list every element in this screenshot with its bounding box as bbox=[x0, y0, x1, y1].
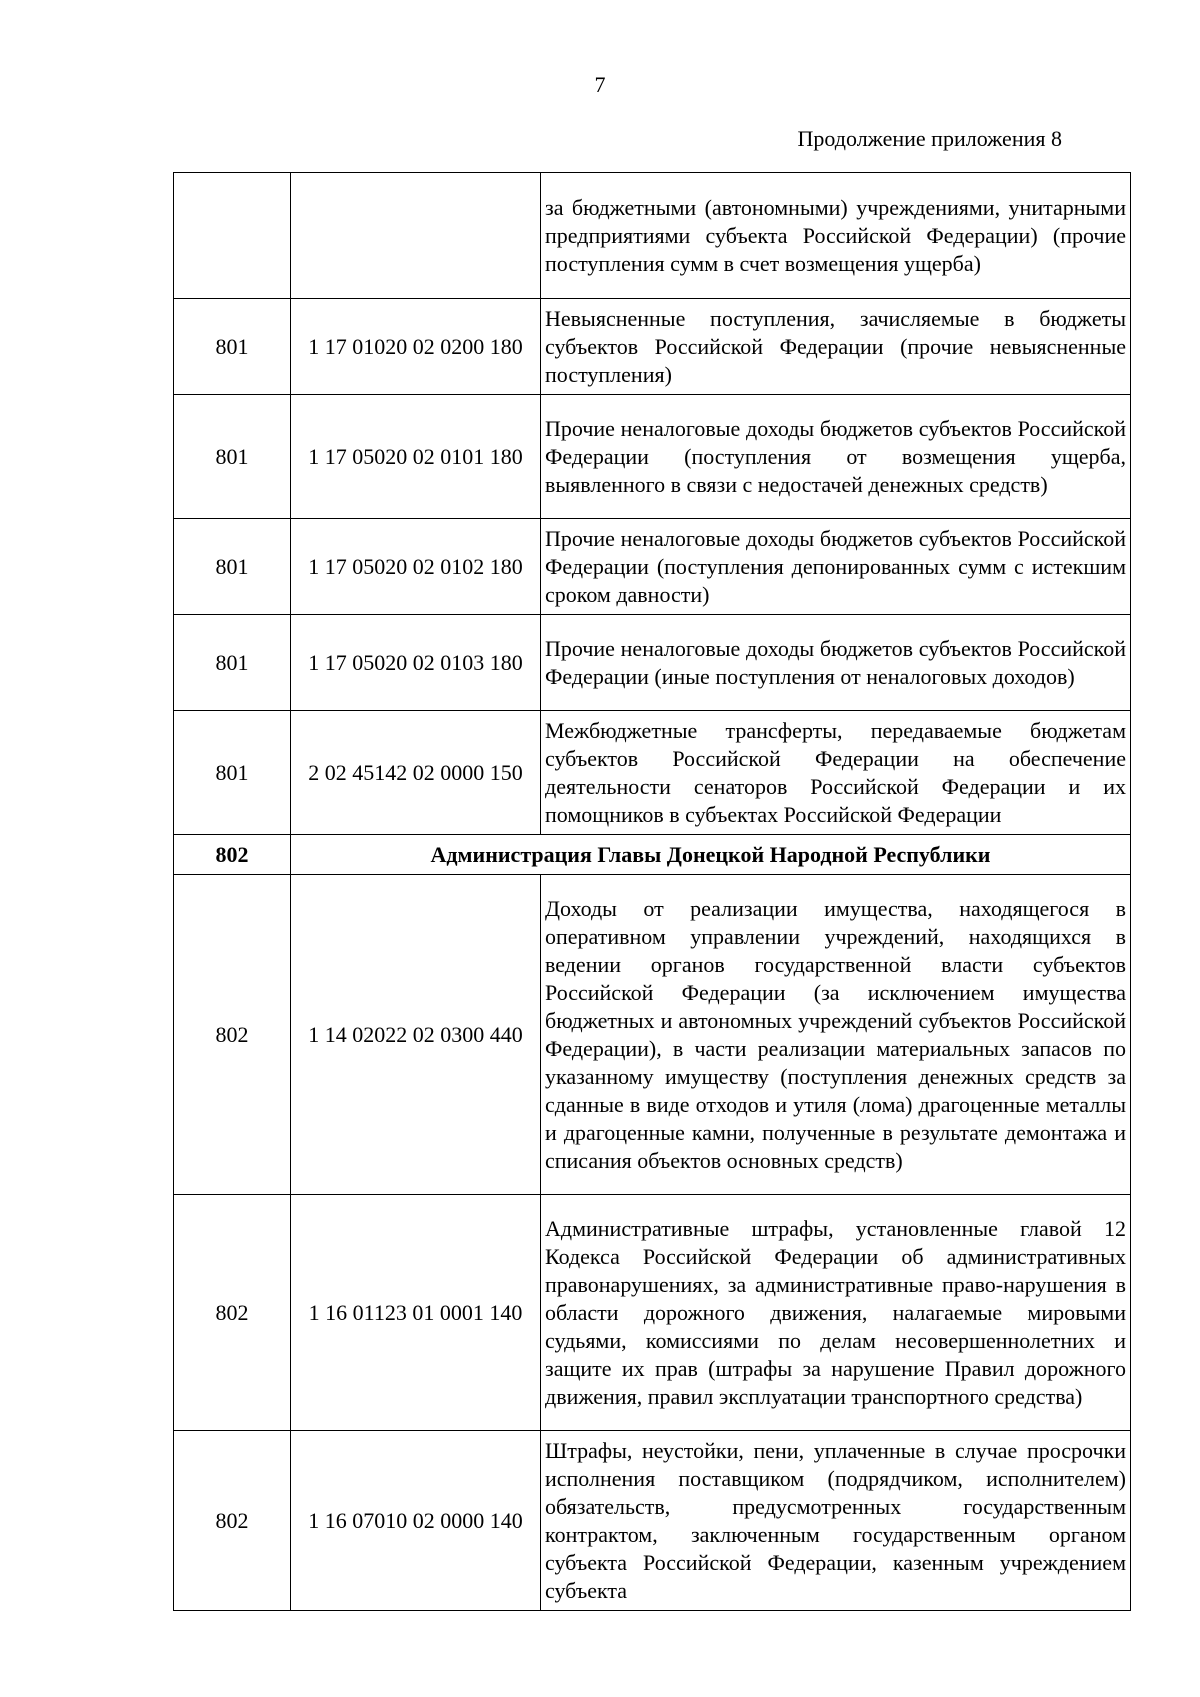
admin-code: 801 bbox=[174, 299, 291, 395]
description: Доходы от реализации имущества, находящегося в оперативном управлении учреждений, находящихся в ведении органов государственной власти субъектов Российской Федерации (за исключением имущества бюджетных и автономных учреждений субъектов Российской Федерации), в части реализации материальных запасов по указанному имуществу (поступления денежных средств за сданные в виде отходов и утиля (лома) драгоценные металлы и драгоценные камни, полученные в результате демонтажа и списания объектов основных средств) bbox=[541, 875, 1131, 1195]
budget-code bbox=[291, 173, 541, 299]
section-header-row bbox=[174, 835, 1131, 875]
table-row bbox=[174, 519, 1131, 615]
admin-code: 801 bbox=[174, 395, 291, 519]
table-row bbox=[174, 615, 1131, 711]
section-code: 802 bbox=[174, 835, 291, 875]
description: Прочие неналоговые доходы бюджетов субъектов Российской Федерации (поступления от возмещения ущерба, выявленного в связи с недостачей денежных средств) bbox=[541, 395, 1131, 519]
budget-code: 1 17 05020 02 0103 180 bbox=[291, 615, 541, 711]
budget-code: 1 16 07010 02 0000 140 bbox=[291, 1431, 541, 1611]
admin-code: 802 bbox=[174, 875, 291, 1195]
budget-code: 1 14 02022 02 0300 440 bbox=[291, 875, 541, 1195]
admin-code: 802 bbox=[174, 1431, 291, 1611]
admin-code: 801 bbox=[174, 519, 291, 615]
description: Межбюджетные трансферты, передаваемые бюджетам субъектов Российской Федерации на обеспечение деятельности сенаторов Российской Федерации и их помощников в субъектах Российской Федерации bbox=[541, 711, 1131, 835]
description: Прочие неналоговые доходы бюджетов субъектов Российской Федерации (иные поступления от неналоговых доходов) bbox=[541, 615, 1131, 711]
description: Административные штрафы, установленные главой 12 Кодекса Российской Федерации об административных правонарушениях, за административные право-нарушения в области дорожного движения, налагаемые мировыми судьями, комиссиями по делам несовершеннолетних и защите их прав (штрафы за нарушение Правил дорожного движения, правил эксплуатации транспортного средства) bbox=[541, 1195, 1131, 1431]
revenue-table bbox=[173, 172, 1131, 1611]
description: Штрафы, неустойки, пени, уплаченные в случае просрочки исполнения поставщиком (подрядчиком, исполнителем) обязательств, предусмотренных государственным контрактом, заключенным государственным органом субъекта Российской Федерации, казенным учреждением субъекта bbox=[541, 1431, 1131, 1611]
budget-code: 1 17 05020 02 0101 180 bbox=[291, 395, 541, 519]
admin-code bbox=[174, 173, 291, 299]
admin-code: 801 bbox=[174, 615, 291, 711]
table-row bbox=[174, 711, 1131, 835]
table-row bbox=[174, 299, 1131, 395]
section-title: Администрация Главы Донецкой Народной Республики bbox=[291, 835, 1131, 875]
budget-code: 1 17 01020 02 0200 180 bbox=[291, 299, 541, 395]
admin-code: 801 bbox=[174, 711, 291, 835]
appendix-caption: Продолжение приложения 8 bbox=[797, 126, 1062, 151]
table-row bbox=[174, 173, 1131, 299]
page-number: 7 bbox=[594, 72, 606, 97]
table-row bbox=[174, 1195, 1131, 1431]
table-row bbox=[174, 1431, 1131, 1611]
budget-code: 1 16 01123 01 0001 140 bbox=[291, 1195, 541, 1431]
budget-code: 1 17 05020 02 0102 180 bbox=[291, 519, 541, 615]
description: Прочие неналоговые доходы бюджетов субъектов Российской Федерации (поступления депонированных сумм с истекшим сроком давности) bbox=[541, 519, 1131, 615]
description: Невыясненные поступления, зачисляемые в бюджеты субъектов Российской Федерации (прочие невыясненные поступления) bbox=[541, 299, 1131, 395]
table-row bbox=[174, 395, 1131, 519]
budget-code: 2 02 45142 02 0000 150 bbox=[291, 711, 541, 835]
admin-code: 802 bbox=[174, 1195, 291, 1431]
table-row bbox=[174, 875, 1131, 1195]
description: за бюджетными (автономными) учреждениями, унитарными предприятиями субъекта Российской Федерации) (прочие поступления сумм в счет возмещения ущерба) bbox=[541, 173, 1131, 299]
